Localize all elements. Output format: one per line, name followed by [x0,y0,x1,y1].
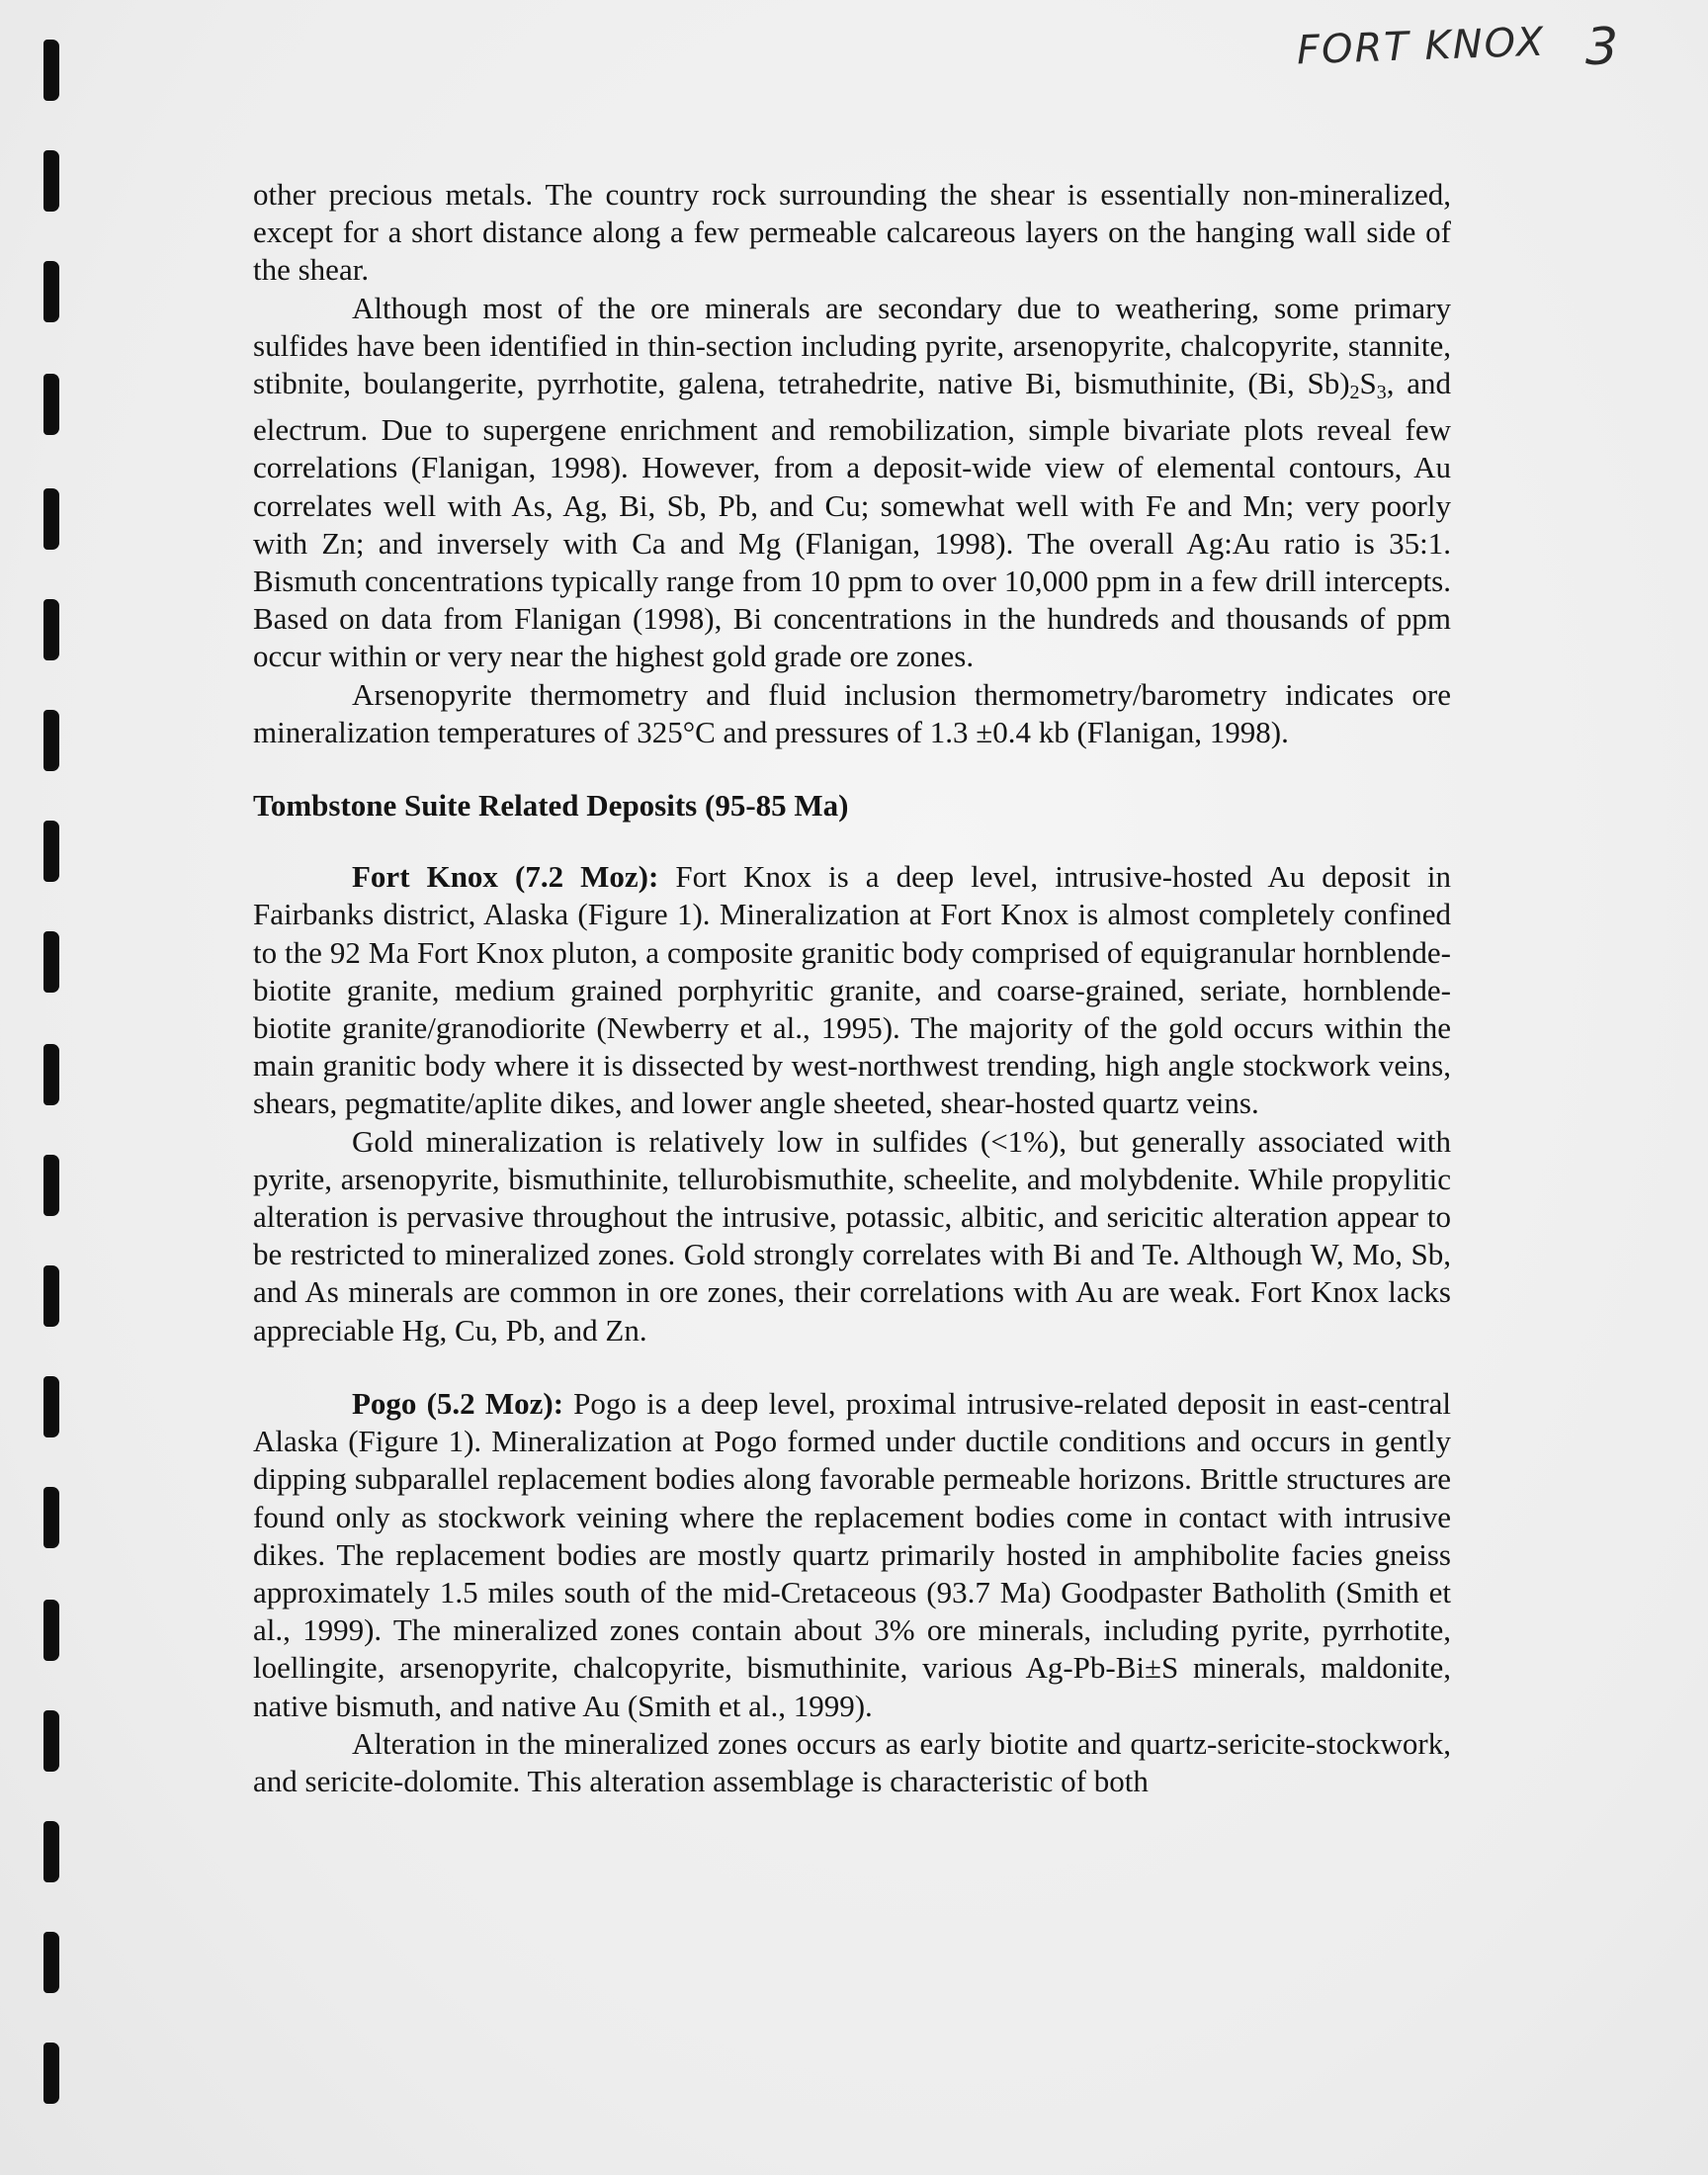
binder-hole [43,374,59,435]
deposit-label: Pogo (5.2 Moz): [352,1385,564,1421]
binder-hole [43,1932,59,1993]
handwritten-title: FORT KNOX [1296,19,1547,74]
binder-hole [43,2043,59,2104]
binder-hole [43,261,59,322]
binder-hole [43,710,59,771]
binder-hole [43,821,59,882]
binder-hole [43,1600,59,1661]
paragraph-text: Arsenopyrite thermometry and fluid inclusion thermometry/barometry indicates ore mineralization temperatures of 325°C and pressures of 1.3 ±0.4 kb (Flanigan, 1998). [253,676,1451,749]
document-body [253,176,1451,1800]
paragraph [253,1385,1451,1725]
paragraph-text: other precious metals. The country rock surrounding the shear is essentially non-mineralized, except for a short distance along a few permeable calcareous layers on the hanging wall side of the shear. [253,177,1451,288]
binder-holes [26,0,65,2175]
paragraph [253,176,1451,290]
paragraph-text: , and electrum. Due to supergene enrichment and remobilization, simple bivariate plots reveal few correlations (Flanigan, 1998). However, from a deposit-wide view of elemental contours, Au correlates well with As, Ag, Bi, Sb, Pb, and Cu; somewhat well with Fe and Mn; very poorly with Zn; and inversely with Ca and Mg (Flanigan, 1998). The overall Ag:Au ratio is 35:1. Bismuth concentrations typically range from 10 ppm to over 10,000 ppm in a few drill intercepts. Based on data from Flanigan (1998), Bi concentrations in the hundreds and thousands of ppm occur within or very near the highest gold grade ore zones. [253,366,1451,674]
paragraph [253,290,1451,676]
binder-hole [43,1044,59,1105]
section-heading: Tombstone Suite Related Deposits (95-85 Ma) [253,788,849,824]
subscript: 2 [1349,382,1360,404]
paragraph-text: Fort Knox is a deep level, intrusive-hosted Au deposit in Fairbanks district, Alaska (Figure 1). Mineralization at Fort Knox is almost completely confined to the 92 Ma Fort Knox pluton, a composite granitic body comprised of equigranular hornblende-biotite granite, medium grained porphyritic granite, and coarse-grained, seriate, hornblende-biotite granite/granodiorite (Newberry et al., 1995). The majority of the gold occurs within the main granitic body where it is dissected by west-northwest trending, high angle stockwork veins, shears, pegmatite/aplite dikes, and lower angle sheeted, shear-hosted quartz veins. [253,859,1451,1121]
binder-hole [43,40,59,101]
binder-hole [43,488,59,550]
subscript: 3 [1376,382,1387,404]
paragraph-text: S [1359,366,1377,401]
binder-hole [43,1265,59,1327]
binder-hole [43,1821,59,1882]
paragraph-text: Alteration in the mineralized zones occurs as early biotite and quartz-sericite-stockwork, and sericite-dolomite. This alteration assemblage is characteristic of both [253,1725,1451,1798]
binder-hole [43,931,59,993]
binder-hole [43,1710,59,1772]
paragraph [253,858,1451,1122]
deposit-label: Fort Knox (7.2 Moz): [352,859,659,895]
binder-hole [43,1376,59,1437]
paragraph-text: Gold mineralization is relatively low in sulfides (<1%), but generally associated with pyrite, arsenopyrite, bismuthinite, tellurobismuthite, scheelite, and molybdenite. While propylitic alteration is pervasive throughout the intrusive, potassic, albitic, and sericitic alteration appear to be restricted to mineralized zones. Gold strongly correlates with Bi and Te. Although W, Mo, Sb, and As minerals are common in ore zones, their correlations with Au are weak. Fort Knox lacks appreciable Hg, Cu, Pb, and Zn. [253,1123,1451,1348]
binder-hole [43,1155,59,1216]
paragraph-text: Pogo is a deep level, proximal intrusive-related deposit in east-central Alaska (Figure 1). Mineralization at Pogo formed under ductile conditions and occurs in gently dipping subparallel replacement bodies along favorable permeable horizons. Brittle structures are found only as stockwork veining where the replacement bodies come in contact with intrusive dikes. The replacement bodies are mostly quartz primarily hosted in amphibolite facies gneiss approximately 1.5 miles south of the mid-Cretaceous (93.7 Ma) Goodpaster Batholith (Smith et al., 1999). The mineralized zones contain about 3% ore minerals, including pyrite, pyrrhotite, loellingite, arsenopyrite, chalcopyrite, bismuthinite, various Ag-Pb-Bi±S minerals, maldonite, native bismuth, and native Au (Smith et al., 1999). [253,1385,1451,1723]
binder-hole [43,150,59,212]
binder-hole [43,599,59,660]
paragraph-text: Although most of the ore minerals are secondary due to weathering, some primary sulfides have been identified in thin-section including pyrite, arsenopyrite, chalcopyrite, stannite, stibnite, boulangerite, pyrrhotite, galena, tetrahedrite, native Bi, bismuthinite, (Bi, Sb) [253,290,1451,401]
paragraph [253,676,1451,751]
page-number: 3 [1585,18,1619,77]
binder-hole [43,1487,59,1548]
paragraph [253,1725,1451,1800]
paragraph [253,1123,1451,1349]
